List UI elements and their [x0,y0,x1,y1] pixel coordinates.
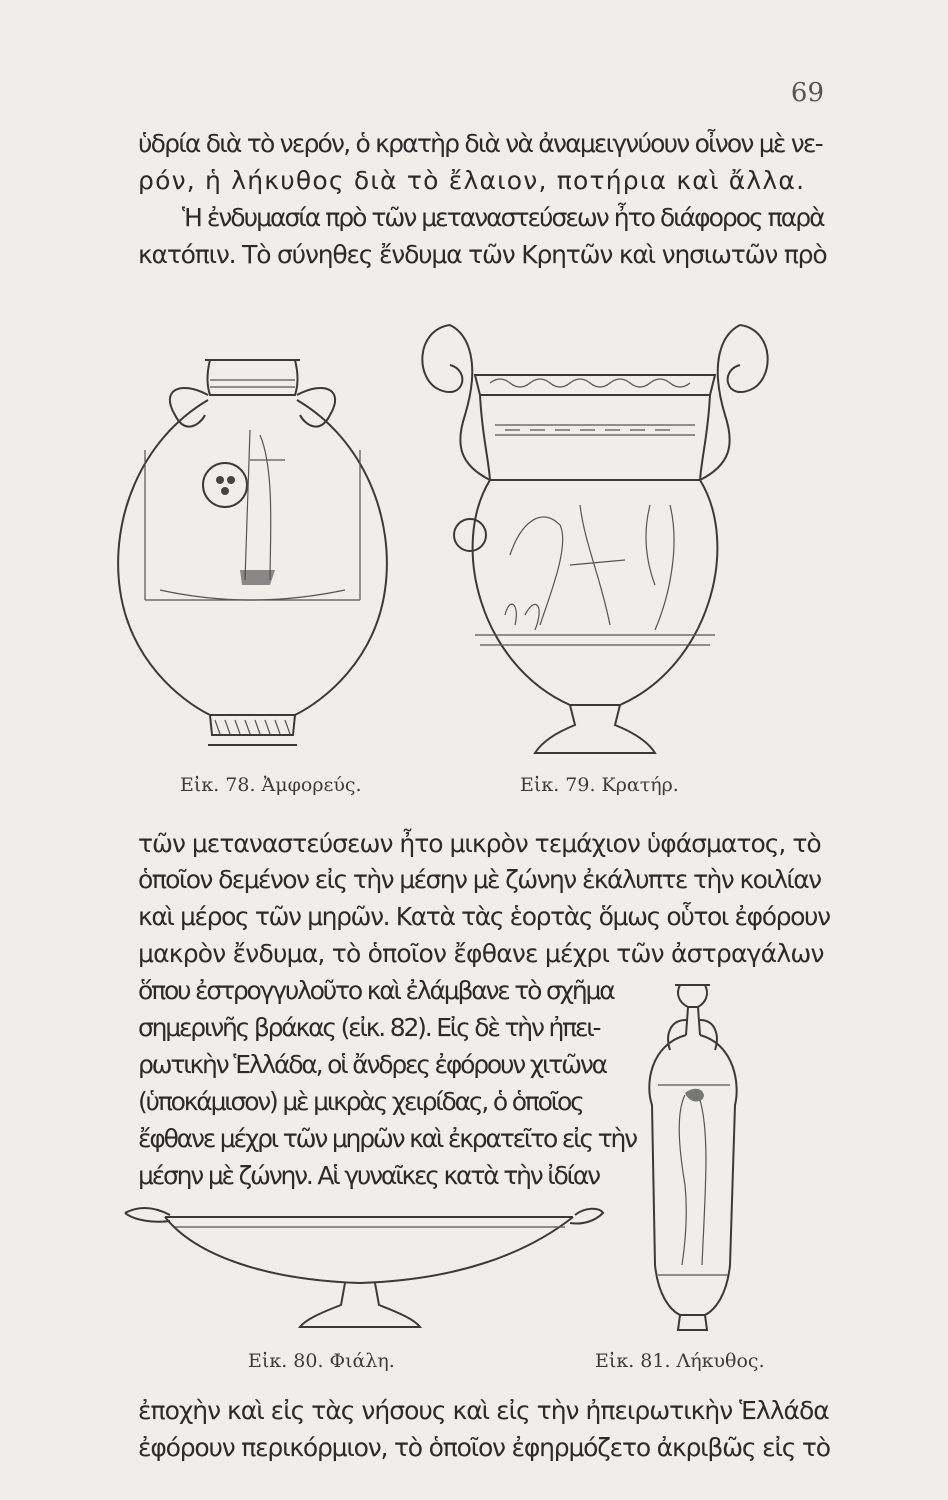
lekythos-caption: Εἰκ. 81. Λήκυθος. [595,1350,765,1372]
phiale-caption: Εἰκ. 80. Φιάλη. [248,1350,395,1372]
lekythos-illustration [630,975,790,1345]
text-line: ἐποχὴν καὶ εἰς τὰς νήσους καὶ εἰς τὴν ἠπειρωτικὴν Ἑλλάδα [138,1396,829,1425]
text-line: τῶν μεταναστεύσεων ἦτο μικρὸν τεμάχιον ὑφάσματος, τὸ [138,829,821,858]
text-line: κατόπιν. Τὸ σύνηθες ἔνδυμα τῶν Κρητῶν καὶ νησιωτῶν πρὸ [138,240,827,269]
page-number: 69 [790,78,824,108]
text-line: Ἡ ἐνδυμασία πρὸ τῶν μεταναστεύσεων ἦτο διάφορος παρὰ [182,203,824,232]
text-line: ὁποῖον δεμένον εἰς τὴν μέσην μὲ ζώνην ἐκάλυπτε τὴν κοιλίαν [138,865,821,894]
amphora-illustration [100,340,400,770]
text-line: μακρὸν ἔνδυμα, τὸ ὁποῖον ἔφθανε μέχρι τῶν ἀστραγάλων [138,939,824,968]
phiale-illustration [115,1195,605,1355]
text-line: καὶ μέρος τῶν μηρῶν. Κατὰ τὰς ἑορτὰς ὅμως οὗτοι ἐφόρουν [138,902,830,931]
text-line: ἔφθανε μέχρι τῶν μηρῶν καὶ ἐκρατεῖτο εἰς τὴν [138,1124,636,1153]
text-line: ρόν, ἡ λήκυθος διὰ τὸ ἔλαιον, ποτήρια καὶ ἄλλα. [138,166,806,195]
text-line: ὑδρία διὰ τὸ νερόν, ὁ κρατὴρ διὰ νὰ ἀναμειγνύουν οἶνον μὲ νε- [138,129,822,158]
text-line: ἐφόρουν περικόρμιον, τὸ ὁποῖον ἐφηρμόζετο ἀκριβῶς εἰς τὸ [138,1433,830,1462]
krater-illustration [410,305,780,765]
amphora-caption: Εἰκ. 78. Ἀμφορεύς. [180,774,362,796]
text-line: (ὑποκάμισον) μὲ μικρὰς χειρίδας, ὁ ὁποῖος [138,1087,583,1116]
krater-caption: Εἰκ. 79. Κρατήρ. [520,774,679,796]
text-line: ὅπου ἐστρογγυλοῦτο καὶ ἐλάμβανε τὸ σχῆμα [138,976,614,1005]
text-line: ρωτικὴν Ἑλλάδα, οἱ ἄνδρες ἐφόρουν χιτῶνα [138,1050,606,1079]
text-line: σημερινῆς βράκας (εἰκ. 82). Εἰς δὲ τὴν ἠπει- [138,1013,600,1042]
text-line: μέσην μὲ ζώνην. Αἱ γυναῖκες κατὰ τὴν ἰδίαν [138,1161,599,1190]
